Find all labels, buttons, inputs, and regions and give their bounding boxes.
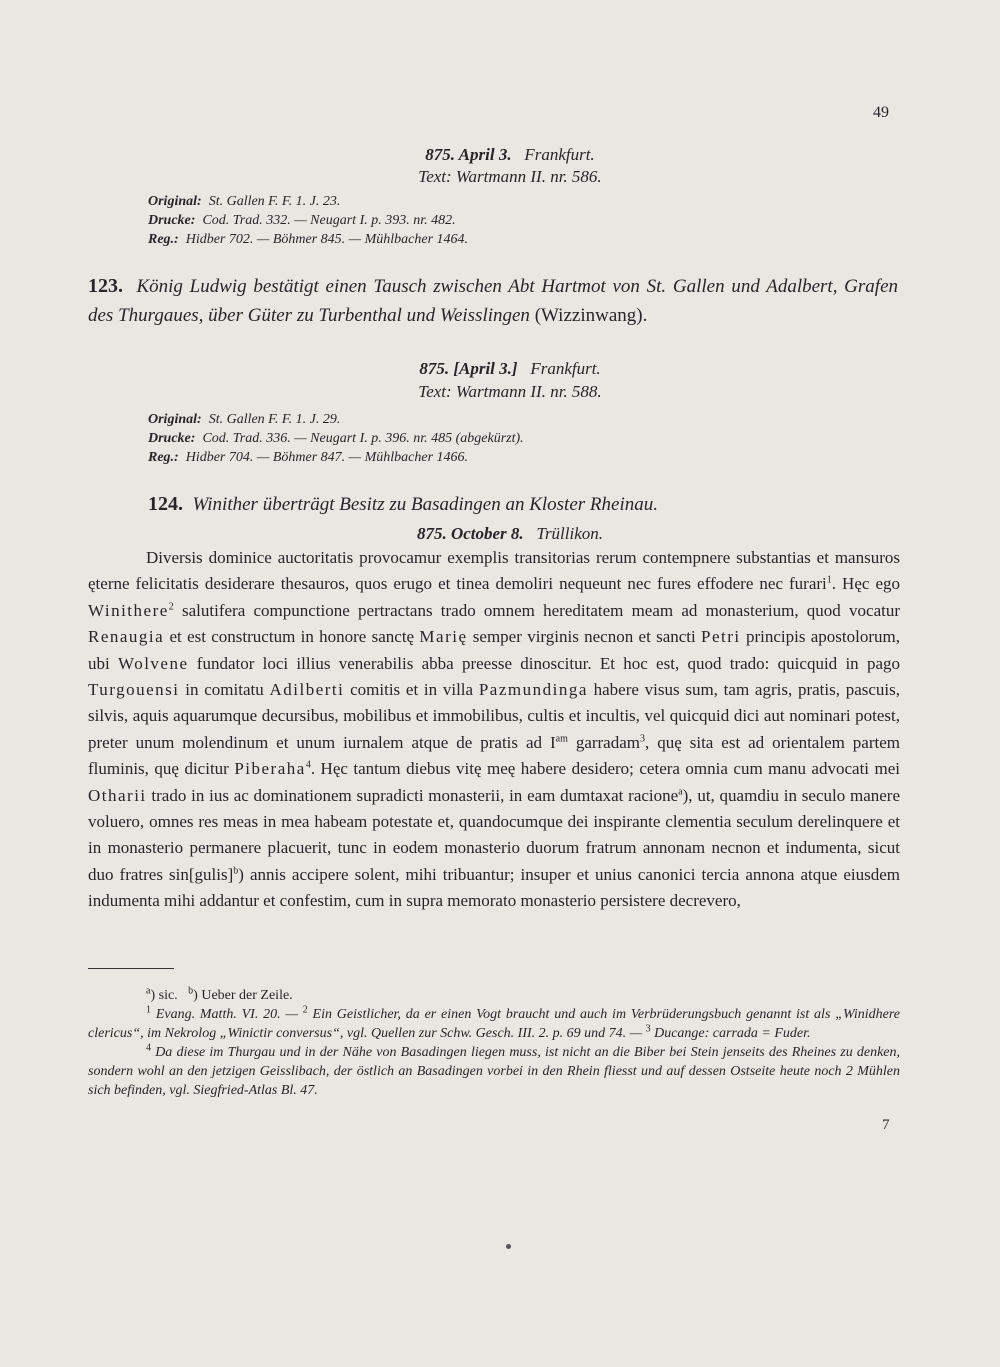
text-run: ) annis accipere solent, mihi tribuantur; insuper et unius canonici tercia annona atque eiusdem indumenta mihi addantur et confestim, cum in supra memorato monasterio persistere decrevero, [88, 864, 901, 911]
doc123-drucke-line [148, 429, 848, 448]
doc124-date-line [300, 523, 720, 545]
place-name: Turgouensi [88, 680, 180, 700]
footnote-mark: b [188, 985, 194, 997]
footnote-text: ) Ueber der Zeile. [193, 988, 293, 1003]
footnote-mark: a [146, 985, 151, 997]
doc123-place: Frankfurt. [530, 359, 601, 378]
text-run: . Hęc ego [831, 574, 901, 594]
text-run: principis apostolorum, ubi [88, 627, 900, 673]
doc123-sources [148, 410, 848, 467]
footnote-text: Da diese im Thurgau und in der Nähe von Basadingen liegen muss, ist nicht an die Biber bei Stein jenseits des Rheines zu denken, sondern wohl an den jetzigen Geisslibach, der östlich an Basadingen vorbei in den Rhein fliesst und auf dessen Ostseite heute noch 2 Mühlen sich befinden, vgl. Siegfried-Atlas Bl. 47. [88, 1045, 901, 1098]
footnote-mark: 3 [645, 1023, 651, 1035]
doc122-place: Frankfurt. [524, 145, 595, 164]
person-name: Petri [701, 627, 741, 647]
ink-dot [506, 1244, 511, 1249]
original-label: Original: [148, 412, 202, 427]
place-name: Pazmundinga [478, 680, 588, 700]
doc123-number: 123. [88, 275, 123, 297]
place-name: Piberaha [234, 759, 306, 779]
doc122-date: 875. April 3. [425, 145, 512, 164]
doc123-reg: Hidber 704. — Böhmer 847. — Mühlbacher 1466. [185, 450, 469, 465]
drucke-label: Drucke: [148, 431, 196, 446]
text-run: , quę sita est ad orientalem partem fluminis, quę dicitur [88, 732, 900, 779]
doc122-reg: Hidber 702. — Böhmer 845. — Mühlbacher 1464. [185, 232, 469, 247]
text-run: semper virginis necnon et sancti [467, 627, 702, 647]
footnote-ref-a: a [678, 786, 683, 797]
footnote-ab [88, 986, 900, 1005]
doc122-date-line [300, 144, 720, 166]
text-run: comitis et in villa [344, 680, 479, 700]
footnote-mark: 2 [302, 1004, 308, 1016]
person-name: Otharii [88, 785, 147, 805]
text-run: fundator loci illius venerabilis abba preesse dinoscitur. Et hoc est, quod trado: quicquid in pago [188, 653, 901, 673]
charter-text [88, 545, 900, 915]
signature-mark: 7 [882, 1117, 890, 1133]
text-run: habere visus sum, tam agris, pratis, pascuis, silvis, aquis aquarumque decursibus, mobilibus et immobilibus, cultis et incultis, vel quicquid dici aut nominari potest, preter unum molendinum et unum iurnalem atque de pratis ad I [88, 680, 900, 752]
drucke-label: Drucke: [148, 213, 196, 228]
doc123-original-line [148, 410, 848, 429]
text-run: . Hęc tantum diebus vitę meę habere desidero; cetera omnia cum manu advocati mei [310, 759, 901, 779]
doc123-title-tail: (Wizzinwang). [534, 305, 648, 326]
doc122-sources [148, 192, 848, 249]
person-name: Winithere [88, 600, 169, 620]
page-number: 49 [873, 104, 889, 121]
footnote-text: Ducange: carrada = Fuder. [654, 1026, 811, 1041]
doc122-original-line [148, 192, 848, 211]
footnote-divider [88, 968, 174, 969]
doc122-drucke-line [148, 211, 848, 230]
doc123-date-line [300, 358, 720, 380]
doc123-date: 875. [April 3.] [419, 359, 518, 378]
doc124-title: Winither überträgt Besitz zu Basadingen an Kloster Rheinau. [192, 494, 658, 515]
text-run: garradam [567, 732, 641, 752]
original-label: Original: [148, 194, 202, 209]
doc124-title-block [148, 490, 908, 519]
doc124-date: 875. October 8. [416, 524, 524, 543]
person-name: Marię [419, 627, 468, 647]
footnote-ref-3: 3 [640, 733, 646, 745]
doc124-place: Trüllikon. [536, 524, 604, 543]
person-name: Adilberti [269, 680, 345, 700]
footnotes [88, 986, 900, 1100]
footnote-1-2-3 [88, 1005, 900, 1043]
charter-paragraph [88, 545, 900, 915]
place-name: Renaugia [88, 627, 165, 647]
footnote-ref-1: 1 [826, 574, 832, 586]
text-run: et est constructum in honore sanctę [164, 627, 420, 647]
footnote-text: ) sic. [150, 988, 178, 1003]
footnote-ref-2: 2 [168, 601, 174, 613]
text-run: trado in ius ac dominationem supradicti monasterii, in eam dumtaxat racione [146, 785, 679, 805]
person-name: Wolvene [118, 653, 189, 673]
footnote-ref-4: 4 [305, 759, 311, 771]
doc122-text-source: Text: Wartmann II. nr. 586. [418, 167, 602, 186]
doc124-number: 124. [148, 493, 183, 515]
text-run: in comitatu [179, 680, 270, 700]
footnote-text: Ein Geistlicher, da er einen Vogt braucht und auch im Verbrüderungsbuch genannt ist als „Winidhere clericus“, im Nekrolog „Winictir conversus“, vgl. Quellen zur Schw. Gesch. III. 2. p. 69 und 74. — [88, 1007, 901, 1041]
footnote-ref-b: b [233, 865, 239, 877]
doc123-drucke: Cod. Trad. 336. — Neugart I. p. 396. nr. 485 (abgekürzt). [202, 431, 524, 446]
doc122-reg-line [148, 230, 848, 249]
doc123-title: König Ludwig bestätigt einen Tausch zwischen Abt Hartmot von St. Gallen und Adalbert, Grafen des Thurgaues, über Güter zu Turbenthal und Weisslingen [88, 276, 898, 326]
doc123-reg-line [148, 448, 848, 467]
footnote-mark: 4 [146, 1042, 151, 1054]
doc123-text-source: Text: Wartmann II. nr. 588. [418, 382, 602, 401]
footnote-text: Evang. Matth. VI. 20. — [155, 1007, 298, 1022]
text-run: ), ut, quamdiu in seculo manere voluero, omnes res meas in mea habeam potestate et, quandocumque dei inspirante clementia seculum derelinquere et in monasterio permanere placuerit, tunc in eodem monasterio duorum fratrum annonam necnon et indumenta, sicut duo fratres sin[gulis] [88, 785, 900, 884]
text-run: Diversis dominice auctoritatis provocamur exemplis transitorias rerum contempnere substantias et mansuros ęterne felicitatis desiderare thesauros, quos erugo et tinea demoliri nequeunt nec fures effodere nec furari [88, 548, 900, 594]
footnote-mark: 1 [146, 1004, 151, 1016]
doc123-title-block [88, 272, 898, 330]
reg-label: Reg.: [148, 450, 179, 465]
doc122-drucke: Cod. Trad. 332. — Neugart I. p. 393. nr. 482. [202, 213, 456, 228]
superscript-am: am [555, 733, 568, 745]
footnote-4 [88, 1043, 900, 1100]
doc123-original: St. Gallen F. F. 1. J. 29. [208, 412, 341, 427]
text-run: salutifera compunctione pertractans trado omnem hereditatem meam ad monasterium, quod vocatur [173, 600, 900, 620]
reg-label: Reg.: [148, 232, 179, 247]
doc122-original: St. Gallen F. F. 1. J. 23. [208, 194, 341, 209]
